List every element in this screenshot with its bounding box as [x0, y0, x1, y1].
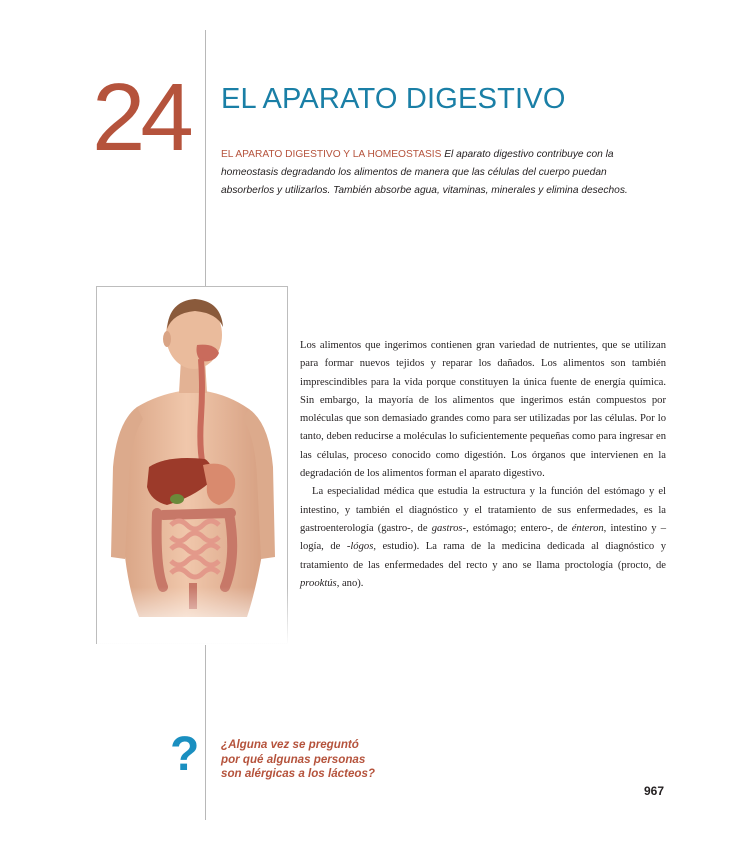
page-number: 967 [644, 784, 665, 798]
intro-text: El aparato digestivo contribuye con la homeostasis degradando los alimentos de manera que las células del cuerpo puedan absorberlos y utilizarlos. También absorbe agua, vitaminas, minerales y elimina desechos. [221, 149, 628, 196]
term-enteron: énteron [571, 522, 604, 534]
question-mark-icon: ? [170, 728, 200, 781]
p2-text-b: , estómago; entero-, de [466, 522, 572, 534]
chapter-question [221, 738, 421, 782]
esophagus [200, 359, 203, 467]
ear [163, 331, 171, 347]
vertical-rule-top [205, 30, 206, 286]
vertical-rule-bottom [205, 645, 206, 820]
p2-text-a: La especialidad médica que estudia la estructura y la función del estómago y el intestino, y también el diagnóstico y el tratamiento de sus enfermedades, es la gastroenterología (gastro-, de [300, 486, 666, 534]
intro-lead: EL APARATO DIGESTIVO Y LA HOMEOSTASIS [221, 149, 442, 160]
question-line-3: son alérgicas a los lácteos? [221, 767, 376, 780]
question-line-1: ¿Alguna vez se preguntó [221, 738, 359, 751]
question-line-2: por qué algunas personas [221, 752, 366, 766]
p2-text-d: , estudio). La rama de la medicina dedicada al diagnóstico y tratamiento de las enfermedades del recto y ano se llama proctología (procto, de [300, 541, 666, 571]
digestive-system-figure [96, 286, 288, 644]
term-logos: lógos [350, 541, 374, 553]
chapter-intro [221, 146, 661, 200]
p2-text-e: , ano). [336, 577, 364, 589]
term-gastros: gastros- [431, 522, 467, 534]
gallbladder [170, 494, 184, 504]
p2-text-c: , intestino y –logía, de - [300, 522, 666, 553]
chapter-title: EL APARATO DIGESTIVO [221, 83, 566, 115]
paragraph-2 [300, 483, 666, 593]
anatomy-illustration [97, 287, 289, 645]
chapter-number: 24 [92, 64, 189, 171]
body-text [300, 337, 666, 593]
paragraph-1: Los alimentos que ingerimos contienen gran variedad de nutrientes, que se utilizan para formar nuevos tejidos y reparar los dañados. Los alimentos son también imprescindibles para la vida porque constituyen la única fuente de energía química. Sin embargo, la mayoría de los alimentos que ingerimos están compuestos por moléculas que son demasiado grandes como para ser utilizadas por las células. Por lo tanto, deben reducirse a moléculas lo suficientemente pequeñas como para ingresar en las células, proceso conocido como digestión. Los órganos que intervienen en la degradación de los alimentos forman el aparato digestivo. [300, 340, 666, 480]
term-prooktus: prooktús [300, 577, 337, 589]
